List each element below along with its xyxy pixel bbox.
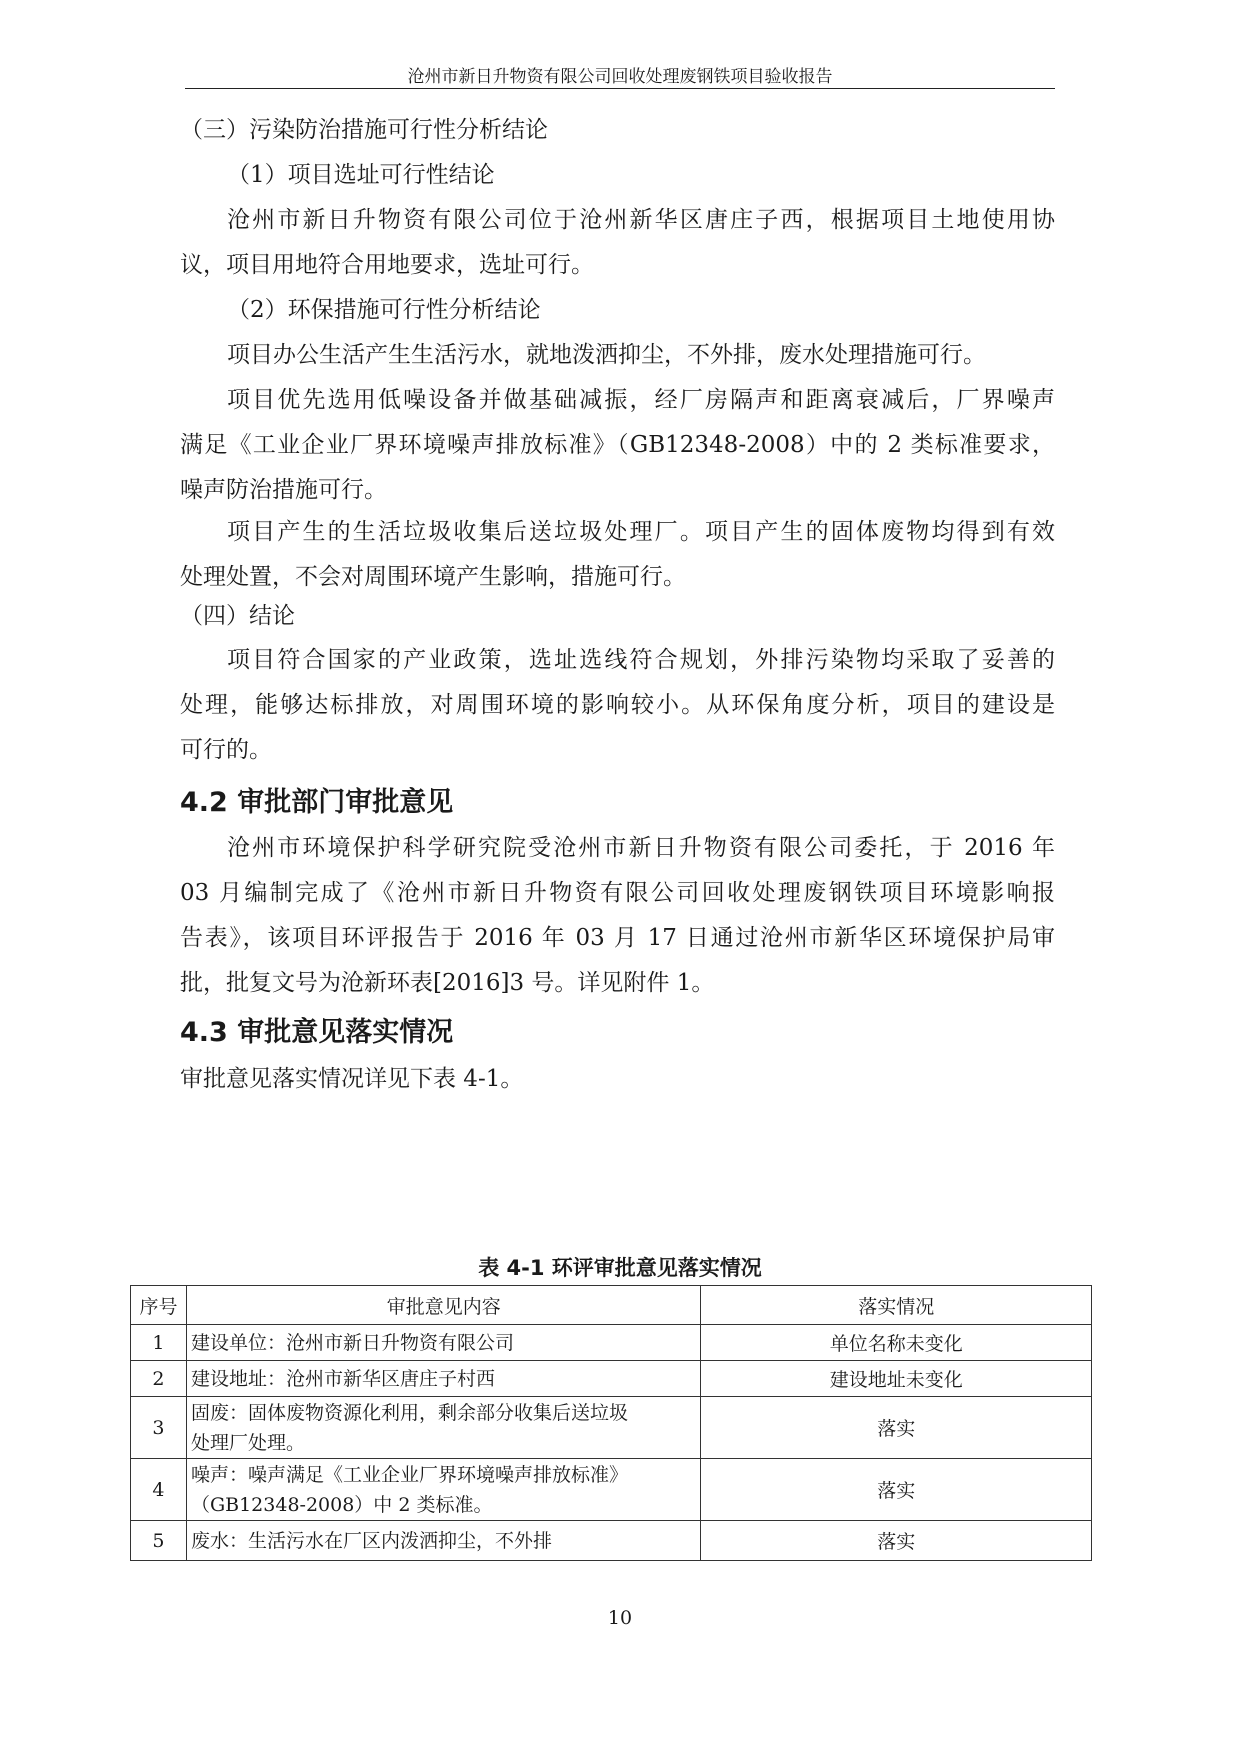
row-content xyxy=(186,1459,700,1521)
table-header-row xyxy=(131,1286,1092,1325)
table-row xyxy=(131,1521,1092,1561)
paragraph-line: 03 月编制完成了《沧州市新日升物资有限公司回收处理废钢铁项目环境影响报 xyxy=(180,880,1055,906)
content-line: 建设单位：沧州市新日升物资有限公司 xyxy=(190,1331,514,1354)
paragraph-line: 项目优先选用低噪设备并做基础减振，经厂房隔声和距离衰减后，厂界噪声 xyxy=(227,387,1055,413)
table-row xyxy=(131,1325,1092,1361)
row-status: 单位名称未变化 xyxy=(701,1325,1092,1361)
content-line: 建设地址：沧州市新华区唐庄子村西 xyxy=(190,1367,495,1390)
row-content xyxy=(186,1361,700,1397)
paragraph-approval xyxy=(180,826,1055,1006)
paragraph-wastewater: 项目办公生活产生生活污水，就地泼洒抑尘，不外排，废水处理措施可行。 xyxy=(227,342,986,368)
paragraph-line: 项目符合国家的产业政策，选址选线符合规划，外排污染物均采取了妥善的 xyxy=(227,647,1055,673)
subheading-three: （三）污染防治措施可行性分析结论 xyxy=(180,117,548,143)
row-number: 1 xyxy=(131,1325,187,1361)
section-heading-4-3: 4.3 审批意见落实情况 xyxy=(180,1017,454,1048)
table-row xyxy=(131,1361,1092,1397)
paragraph-line: 项目产生的生活垃圾收集后送垃圾处理厂。项目产生的固体废物均得到有效 xyxy=(227,519,1055,545)
paragraph-solid-waste xyxy=(180,510,1055,600)
content-line: 噪声：噪声满足《工业企业厂界环境噪声排放标准》 xyxy=(190,1463,628,1486)
paragraph-line: 处理，能够达标排放，对周围环境的影响较小。从环保角度分析，项目的建设是 xyxy=(180,692,1055,718)
row-status: 建设地址未变化 xyxy=(701,1361,1092,1397)
row-number: 4 xyxy=(131,1459,187,1521)
paragraph-noise xyxy=(180,378,1055,513)
approval-table xyxy=(130,1285,1092,1561)
row-content xyxy=(186,1397,700,1459)
content-line: 废水：生活污水在厂区内泼洒抑尘，不外排 xyxy=(190,1529,552,1552)
row-status: 落实 xyxy=(701,1521,1092,1561)
paragraph-line: 沧州市新日升物资有限公司位于沧州新华区唐庄子西，根据项目土地使用协 xyxy=(227,207,1055,233)
header-cell: 审批意见内容 xyxy=(186,1286,700,1325)
paragraph-line: 议，项目用地符合用地要求，选址可行。 xyxy=(180,252,594,278)
subheading-1: （1）项目选址可行性结论 xyxy=(227,162,495,188)
paragraph-line: 批，批复文号为沧新环表[2016]3 号。详见附件 1。 xyxy=(180,970,715,996)
content-line: 固废：固体废物资源化利用，剩余部分收集后送垃圾 xyxy=(190,1401,628,1424)
paragraph-line: 可行的。 xyxy=(180,737,272,763)
paragraph-conclusion xyxy=(180,638,1055,773)
paragraph-site xyxy=(180,198,1055,288)
paragraph-line: 告表》，该项目环评报告于 2016 年 03 月 17 日通过沧州市新华区环境保护局审 xyxy=(180,925,1055,951)
section-heading-4-2: 4.2 审批部门审批意见 xyxy=(180,787,454,818)
row-content xyxy=(186,1325,700,1361)
row-status: 落实 xyxy=(701,1459,1092,1521)
row-content xyxy=(186,1521,700,1561)
table-row xyxy=(131,1397,1092,1459)
running-header: 沧州市新日升物资有限公司回收处理废钢铁项目验收报告 xyxy=(407,67,833,87)
paragraph-line: 沧州市环境保护科学研究院受沧州市新日升物资有限公司委托，于 2016 年 xyxy=(227,835,1055,861)
row-number: 5 xyxy=(131,1521,187,1561)
content-line: 处理厂处理。 xyxy=(190,1431,305,1454)
row-number: 3 xyxy=(131,1397,187,1459)
subheading-four: （四）结论 xyxy=(180,603,295,629)
header-rule xyxy=(185,88,1055,89)
subheading-2: （2）环保措施可行性分析结论 xyxy=(227,297,541,323)
row-status: 落实 xyxy=(701,1397,1092,1459)
paragraph-line: 处理处置，不会对周围环境产生影响，措施可行。 xyxy=(180,564,686,590)
table-caption: 表 4-1 环评审批意见落实情况 xyxy=(478,1256,762,1280)
paragraph-table-ref: 审批意见落实情况详见下表 4-1。 xyxy=(180,1066,524,1092)
header-cell: 序号 xyxy=(131,1286,187,1325)
paragraph-line: 噪声防治措施可行。 xyxy=(180,477,387,503)
paragraph-line: 满足《工业企业厂界环境噪声排放标准》（GB12348-2008）中的 2 类标准要求， xyxy=(180,432,1055,458)
header-cell: 落实情况 xyxy=(701,1286,1092,1325)
page-number: 10 xyxy=(607,1607,633,1629)
table-row xyxy=(131,1459,1092,1521)
content-line: （GB12348-2008）中 2 类标准。 xyxy=(190,1493,493,1516)
row-number: 2 xyxy=(131,1361,187,1397)
